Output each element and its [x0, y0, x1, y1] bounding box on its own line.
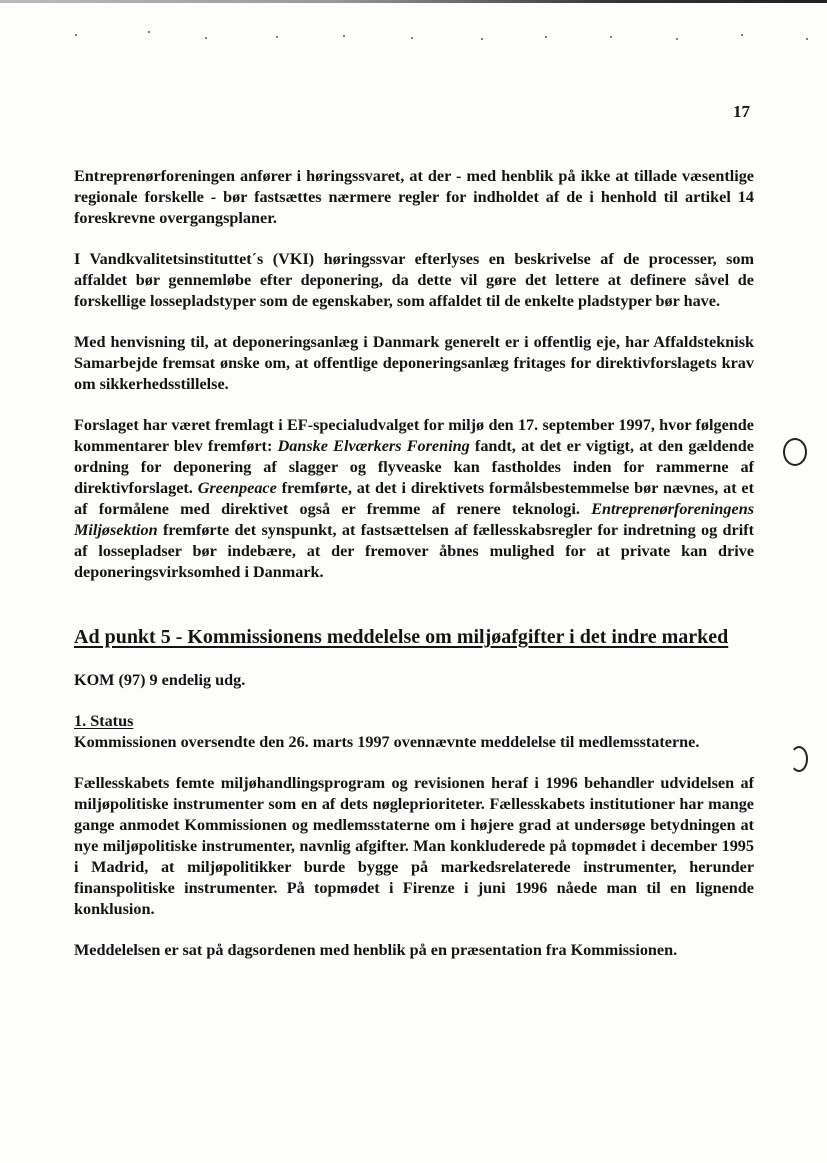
scan-speck — [205, 37, 207, 39]
scan-speck — [411, 37, 413, 39]
page-number: 17 — [733, 102, 750, 121]
organization-name: Danske Elværkers Forening — [277, 437, 470, 455]
scan-speck — [741, 34, 743, 36]
organization-name: Greenpeace — [197, 479, 277, 497]
scan-speck — [545, 36, 547, 38]
section-heading: Ad punkt 5 - Kommissionens meddelelse om miljøafgifter i det indre marked — [74, 626, 729, 648]
status-text: Kommissionen oversendte den 26. marts 1997 ovennævnte meddelelse til medlemsstaterne. — [74, 733, 700, 751]
text-run: Forslaget har været fremlagt i EF-specialudvalget for miljø den 17. september 1997, hvor følgende kommentarer blev fremført: — [74, 416, 754, 455]
paragraph-dagsorden: Meddelelsen er sat på dagsordenen med henblik på en præsentation fra Kommissionen. — [74, 941, 678, 959]
paragraph-ef-specialudvalget — [74, 415, 754, 583]
scan-speck — [610, 36, 612, 38]
scan-speck — [75, 34, 77, 36]
scan-speck — [276, 36, 278, 38]
paragraph-entreprenoerforeningen: Entreprenørforeningen anfører i høringssvaret, at der - med henblik på ikke at tillade væsentlige regionale forskelle - bør fastsættes nærmere regler for indholdet af de i henhold til artikel 14 foreskrevne overgangsplaner. — [74, 167, 754, 227]
scan-speck — [806, 38, 808, 40]
scan-top-edge — [0, 0, 827, 3]
scan-speck — [676, 38, 678, 40]
paragraph-miljoehandlingsprogram: Fællesskabets femte miljøhandlingsprogram og revisionen heraf i 1996 behandler udvidelsen af miljøpolitiske instrumenter som en af dets nøgleprioriteter. Fællesskabets institutioner har mange gange anmodet Kommissionen og medlemsstaterne om i højere grad at undersøge betydningen at nye miljøpolitiske instrumenter, navnlig afgifter. Man konkluderede på topmødet i december 1995 i Madrid, at miljøpolitikker burde bygge på markedsrelaterede instrumenter, herunder finanspolitiske instrumenter. På topmødet i Firenze i juni 1996 nåede man til en lignende konklusion. — [74, 774, 754, 918]
punch-hole-mark — [790, 746, 808, 772]
text-run: fremførte det synspunkt, at fastsættelsen af fællesskabsregler for indretning og drift af lossepladser bør indebære, at der fremover åbnes mulighed for at private kan drive deponeringsvirksomhed i Danmark. — [74, 521, 754, 581]
status-block — [74, 711, 754, 753]
scan-speck — [481, 38, 483, 40]
text-run: fandt, at det er vigtigt, at den gældende ordning for deponering af slagger og flyveaske kan fastholdes inden for rammerne af direktivforslaget. — [74, 437, 754, 497]
text-run: fremførte, at det i direktivets formålsbestemmelse bør nævnes, at et af formålene med direktivet også er fremme af renere teknologi. — [74, 479, 754, 518]
paragraph-vki: I Vandkvalitetsinstituttet´s (VKI) høringssvar efterlyses en beskrivelse af de processer, som affaldet bør gennemløbe efter deponering, da dette vil gøre det lettere at definere såvel de forskellige lossepladstyper som de egenskaber, som affaldet til de enkelte pladstyper bør have. — [74, 250, 754, 310]
scan-speck — [148, 31, 150, 33]
scan-speck — [343, 35, 345, 37]
paragraph-affaldsteknisk: Med henvisning til, at deponeringsanlæg i Danmark generelt er i offentlig eje, har Affaldsteknisk Samarbejde fremsat ønske om, at offentlige deponeringsanlæg fritages for direktivforslagets krav om sikkerhedsstillelse. — [74, 333, 754, 393]
document-body — [74, 166, 754, 961]
organization-name: Entreprenørforeningens Miljøsektion — [74, 500, 754, 539]
status-title: 1. Status — [74, 712, 134, 730]
document-reference: KOM (97) 9 endelig udg. — [74, 671, 246, 689]
punch-hole-mark — [783, 438, 807, 466]
